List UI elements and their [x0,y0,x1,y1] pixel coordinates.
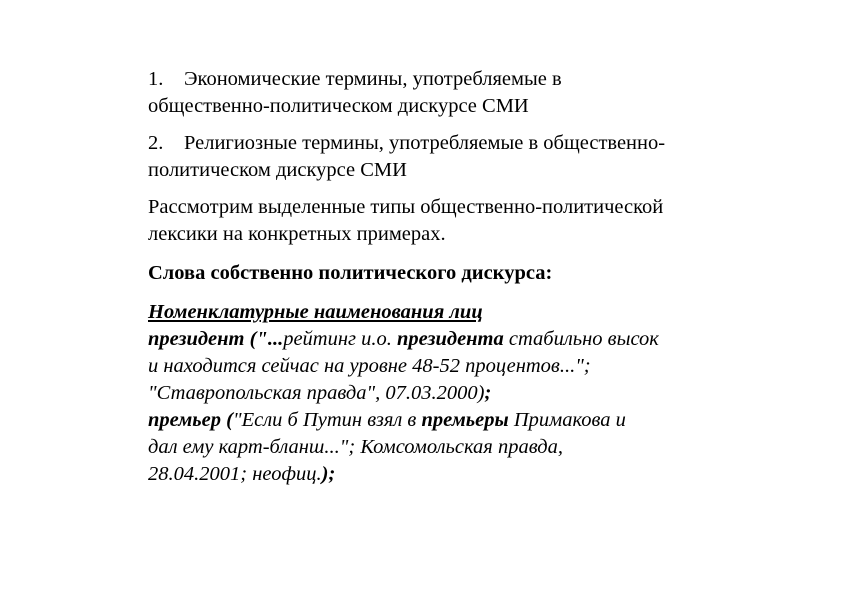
example-line [148,461,718,488]
list-item [148,66,718,120]
example-quote-open: ("... [244,328,284,350]
list-text: Религиозные термины, употребляемые в общественно- [184,132,666,154]
list-number: 2. [148,132,164,154]
intro-line: Рассмотрим выделенные типы общественно-политической [148,196,664,218]
example-quote-open: ( [221,409,233,431]
list-text: Экономические термины, употребляемые в [184,68,562,90]
example-line [148,326,718,353]
section-heading: Слова собственно политического дискурса: [148,262,553,284]
example-line: и находится сейчас на уровне 48-52 процентов..."; [148,355,591,377]
example-quote-text: рейтинг и.о. [283,328,398,350]
example-quote-text: стабильно высок [503,328,659,350]
example-source: "Ставропольская правда", 07.03.2000) [148,382,485,404]
list-item [148,130,718,184]
example-line [148,380,718,407]
intro-paragraph [148,194,718,248]
example-entry [148,326,718,407]
example-end-punct: ; [484,382,492,404]
subheading: Номенклатурные наименования лиц [148,301,483,323]
example-line: дал ему карт-бланш..."; Комсомольская правда, [148,436,563,458]
list-number: 1. [148,68,164,90]
list-item-line [148,66,718,93]
example-source: 28.04.2001; неофиц. [148,463,322,485]
example-term: премьер [148,409,222,431]
list-text-continued: политическом дискурсе СМИ [148,159,407,181]
example-end-punct: ); [321,463,336,485]
document-page [148,66,718,488]
example-term-in-quote: премьеры [421,409,509,431]
example-entry [148,407,718,488]
list-item-line [148,130,718,157]
example-quote-text: Примакова и [508,409,626,431]
example-line [148,407,718,434]
example-term-in-quote: президента [397,328,504,350]
list-text-continued: общественно-политическом дискурсе СМИ [148,95,529,117]
example-quote-text: "Если б Путин взял в [232,409,422,431]
example-term: президент [148,328,245,350]
intro-line: лексики на конкретных примерах. [148,223,446,245]
